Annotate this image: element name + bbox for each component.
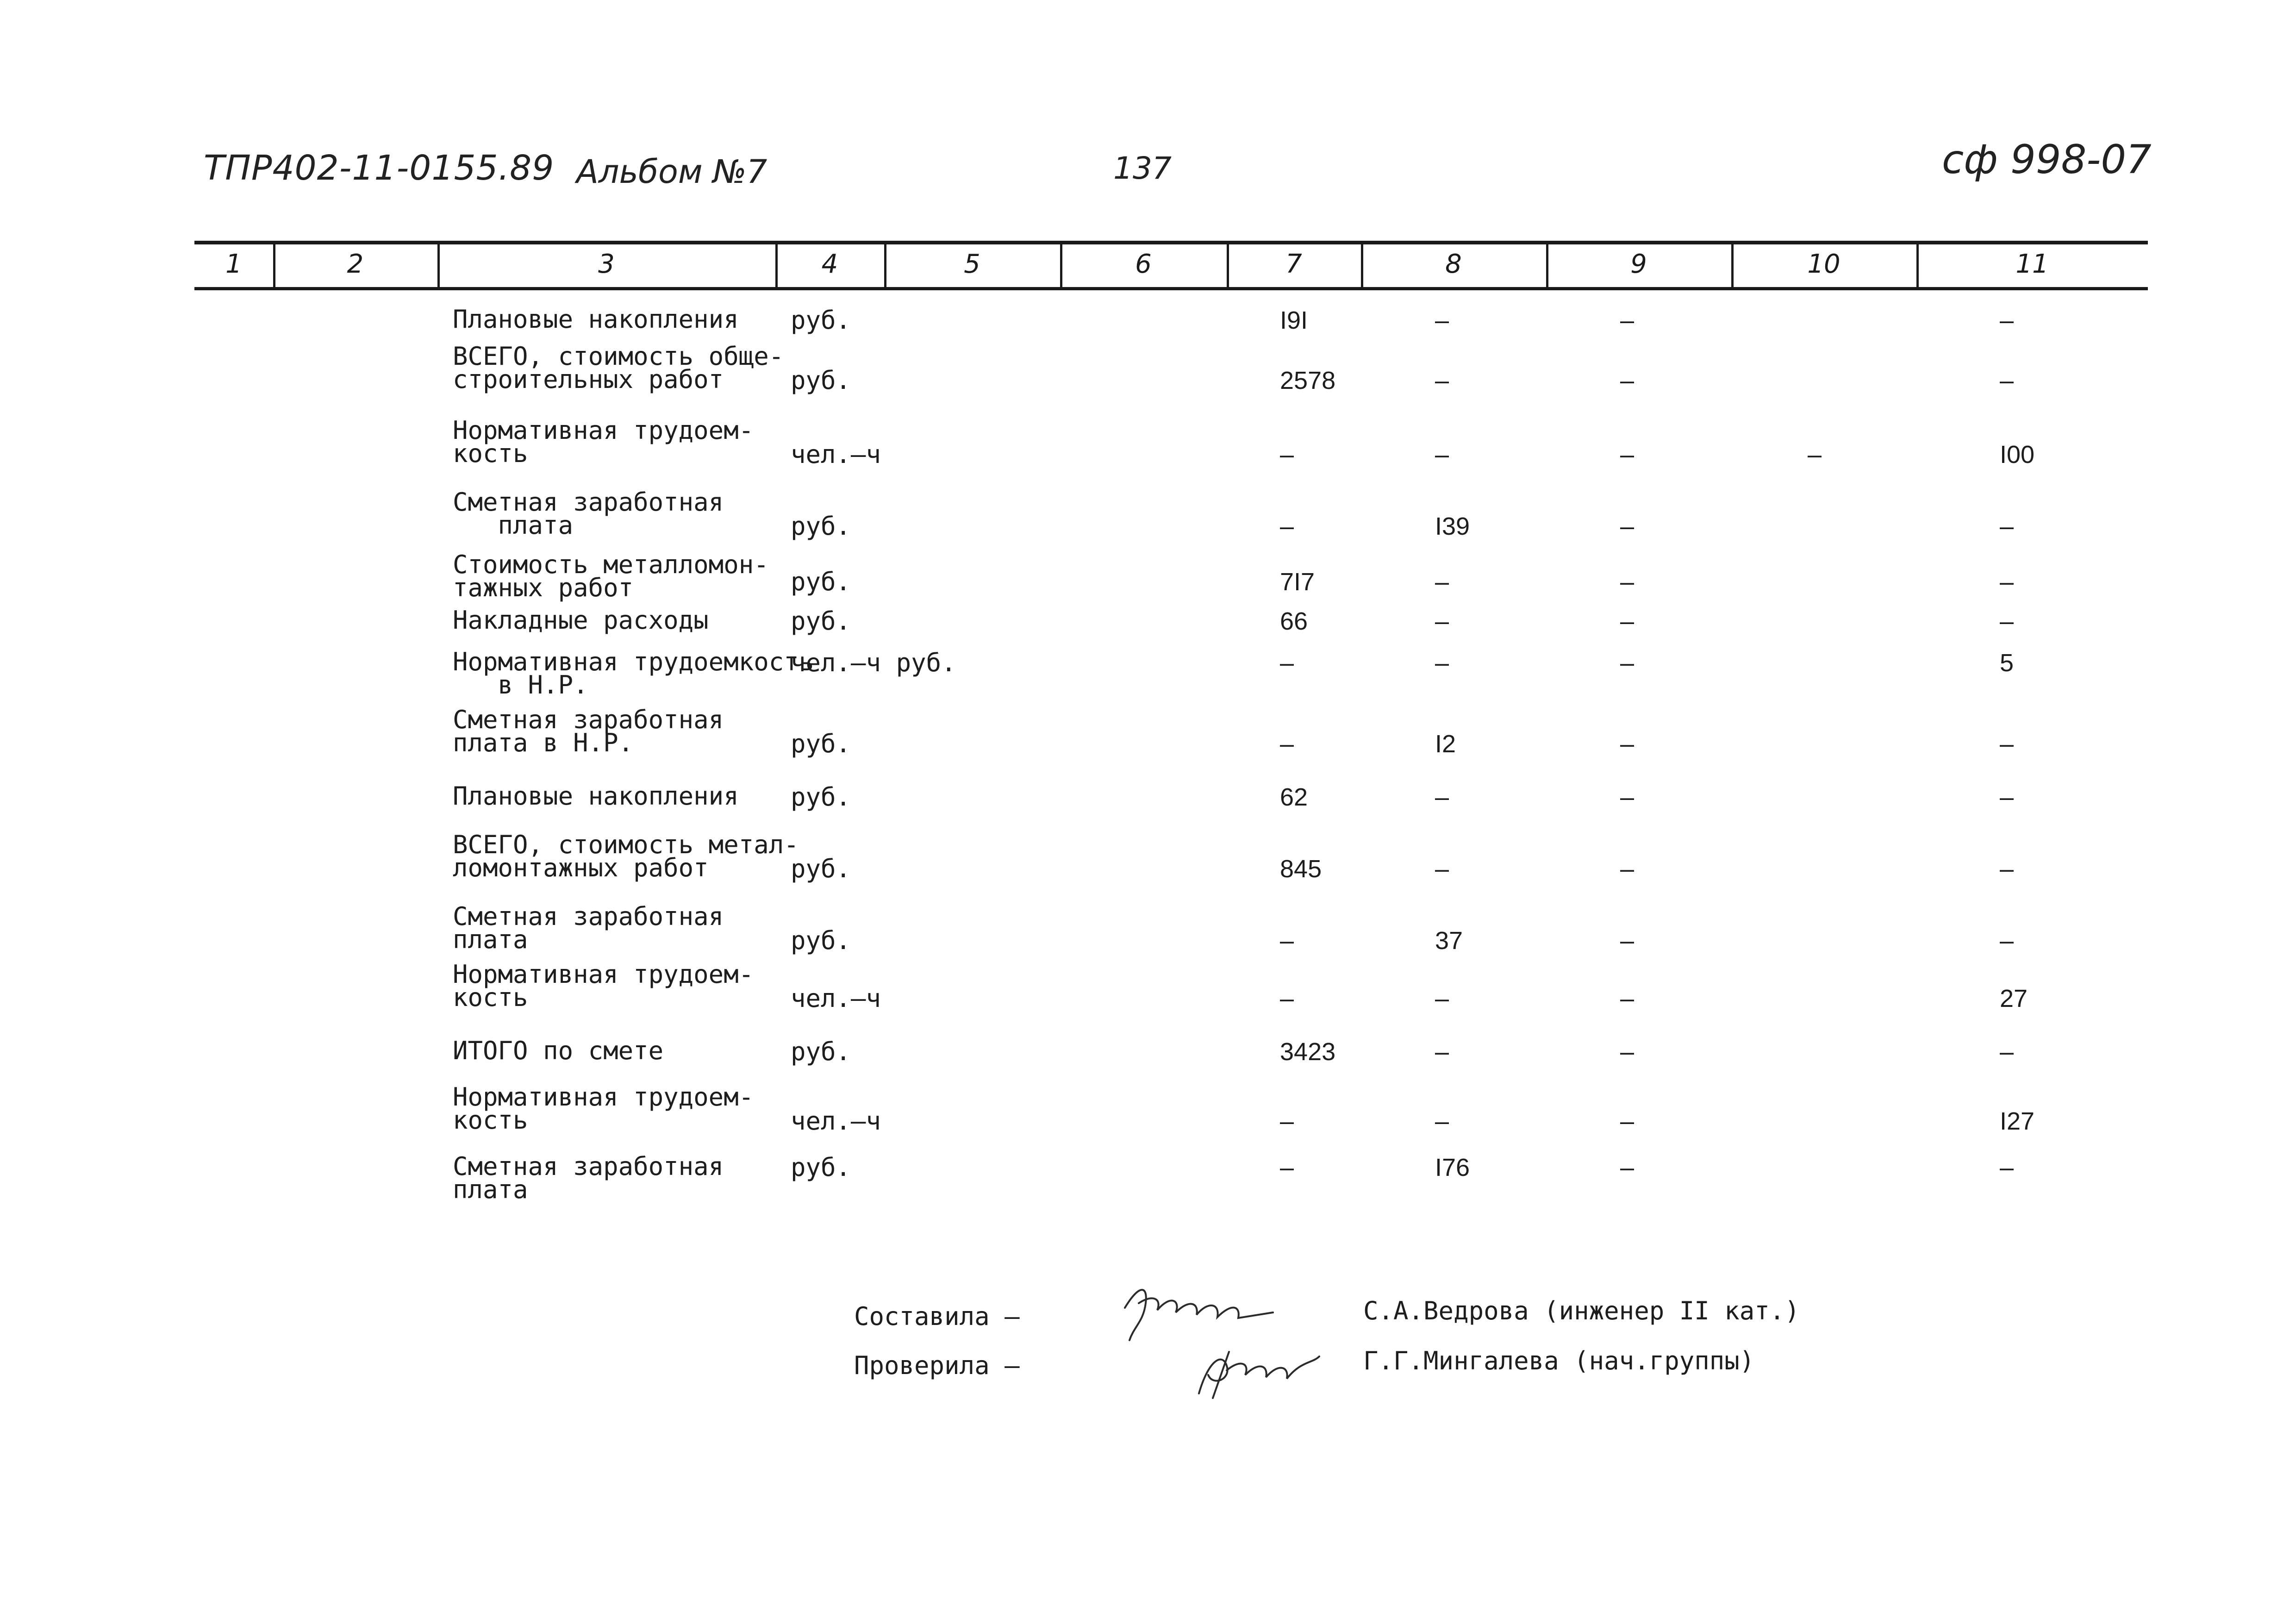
unit-of-measure: чел.–ч xyxy=(791,440,881,469)
unit-of-measure: руб. xyxy=(791,606,851,636)
item-name-line: строительных работ xyxy=(453,365,724,394)
item-name xyxy=(453,705,724,757)
value-column-11: – xyxy=(2000,855,2014,883)
column-number: 3 xyxy=(598,249,615,279)
item-name-line: ВСЕГО, стоимость обще- xyxy=(453,342,784,371)
item-name xyxy=(453,960,754,1012)
value-column-9: – xyxy=(1620,512,1635,540)
value-column-7: 845 xyxy=(1280,855,1322,883)
unit-of-measure: руб. xyxy=(791,567,851,596)
value-column-9: – xyxy=(1620,1154,1635,1181)
item-name xyxy=(453,550,769,602)
value-column-8: – xyxy=(1435,367,1449,394)
item-name-line: Плановые накопления xyxy=(453,305,739,334)
value-column-7: I9I xyxy=(1280,306,1308,334)
item-name-line: Нормативная трудоем- xyxy=(453,960,754,989)
value-column-9: – xyxy=(1620,1107,1635,1135)
value-column-9: – xyxy=(1620,1038,1635,1066)
item-name-line: Нормативная трудоем- xyxy=(453,1082,754,1112)
value-column-7: 62 xyxy=(1280,783,1308,811)
item-name xyxy=(453,1036,664,1065)
item-name xyxy=(453,1082,754,1135)
item-name-line: кость xyxy=(453,439,528,468)
item-name xyxy=(453,902,724,954)
page-number: 137 xyxy=(1113,150,1172,186)
value-column-7: – xyxy=(1280,1154,1294,1181)
header-bottom-rule xyxy=(194,287,2148,290)
item-name-line: кость xyxy=(453,983,528,1012)
item-name xyxy=(453,647,814,700)
value-column-11: – xyxy=(2000,783,2014,811)
value-column-11: I00 xyxy=(2000,441,2035,468)
value-column-11: – xyxy=(2000,306,2014,334)
value-column-11: I27 xyxy=(2000,1107,2035,1135)
sheet-code: сф 998-07 xyxy=(1942,137,2152,183)
item-name-line: в Н.Р. xyxy=(453,670,588,700)
value-column-11: – xyxy=(2000,1154,2014,1181)
unit-of-measure: руб. xyxy=(791,854,851,883)
column-number: 7 xyxy=(1285,249,1302,279)
value-column-8: – xyxy=(1435,306,1449,334)
item-name xyxy=(453,416,754,468)
value-column-9: – xyxy=(1620,306,1635,334)
value-column-8: I39 xyxy=(1435,512,1470,540)
value-column-7: – xyxy=(1280,441,1294,468)
value-column-7: 3423 xyxy=(1280,1038,1336,1066)
item-name-line: ВСЕГО, стоимость метал- xyxy=(453,830,799,859)
value-column-11: – xyxy=(2000,512,2014,540)
item-name xyxy=(453,305,739,334)
value-column-8: – xyxy=(1435,568,1449,596)
item-name-line: тажных работ xyxy=(453,573,634,602)
value-column-8: – xyxy=(1435,649,1449,677)
value-column-7: – xyxy=(1280,512,1294,540)
item-name-line: Сметная заработная xyxy=(453,1152,724,1181)
checked-by-label: Проверила – xyxy=(854,1351,1020,1380)
value-column-7: 2578 xyxy=(1280,367,1336,394)
column-number: 8 xyxy=(1445,249,1462,279)
checker-signature xyxy=(1185,1343,1324,1403)
compiled-by-label: Составила – xyxy=(854,1302,1020,1331)
value-column-9: – xyxy=(1620,607,1635,635)
value-column-11: – xyxy=(2000,730,2014,758)
item-name xyxy=(453,606,709,635)
item-name-line: плата xyxy=(453,511,574,540)
document-code: ТПР402-11-0155.89 xyxy=(204,148,555,188)
item-name xyxy=(453,830,799,882)
value-column-11: – xyxy=(2000,607,2014,635)
value-column-8: – xyxy=(1435,783,1449,811)
value-column-11: – xyxy=(2000,1038,2014,1066)
unit-of-measure: чел.–ч руб. xyxy=(791,648,956,677)
value-column-9: – xyxy=(1620,441,1635,468)
column-number: 10 xyxy=(1807,249,1841,279)
unit-of-measure: руб. xyxy=(791,926,851,955)
item-name-line: ИТОГО по смете xyxy=(453,1036,664,1065)
item-name-line: Стоимость металломон- xyxy=(453,550,769,579)
value-column-9: – xyxy=(1620,783,1635,811)
item-name-line: Нормативная трудоем- xyxy=(453,416,754,445)
column-number: 11 xyxy=(2015,249,2049,279)
value-column-8: – xyxy=(1435,441,1449,468)
column-number: 6 xyxy=(1135,249,1152,279)
value-column-7: – xyxy=(1280,649,1294,677)
value-column-11: – xyxy=(2000,568,2014,596)
unit-of-measure: чел.–ч xyxy=(791,984,881,1013)
column-number: 1 xyxy=(225,249,242,279)
value-column-9: – xyxy=(1620,985,1635,1012)
item-name xyxy=(453,1152,724,1204)
unit-of-measure: руб. xyxy=(791,366,851,395)
value-column-9: – xyxy=(1620,855,1635,883)
item-name xyxy=(453,487,724,540)
value-column-9: – xyxy=(1620,367,1635,394)
value-column-7: – xyxy=(1280,730,1294,758)
value-column-8: – xyxy=(1435,607,1449,635)
column-number: 9 xyxy=(1630,249,1647,279)
item-name-line: Сметная заработная xyxy=(453,902,724,931)
value-column-9: – xyxy=(1620,649,1635,677)
value-column-9: – xyxy=(1620,927,1635,955)
column-number: 5 xyxy=(964,249,980,279)
unit-of-measure: руб. xyxy=(791,1037,851,1066)
compiled-by-name: С.А.Ведрова (инженер II кат.) xyxy=(1363,1296,1800,1325)
item-name-line: плата xyxy=(453,925,528,954)
value-column-10: – xyxy=(1808,441,1822,468)
item-name xyxy=(453,781,739,811)
value-column-8: I2 xyxy=(1435,730,1456,758)
compiler-signature xyxy=(1120,1275,1278,1345)
value-column-7: – xyxy=(1280,985,1294,1012)
item-name-line: кость xyxy=(453,1106,528,1135)
item-name-line: Сметная заработная xyxy=(453,705,724,734)
unit-of-measure: руб. xyxy=(791,782,851,812)
unit-of-measure: руб. xyxy=(791,729,851,758)
header-top-rule xyxy=(194,241,2148,244)
value-column-8: – xyxy=(1435,1038,1449,1066)
value-column-8: I76 xyxy=(1435,1154,1470,1181)
value-column-8: – xyxy=(1435,855,1449,883)
item-name-line: Накладные расходы xyxy=(453,606,709,635)
value-column-11: – xyxy=(2000,927,2014,955)
unit-of-measure: руб. xyxy=(791,1153,851,1182)
value-column-9: – xyxy=(1620,568,1635,596)
value-column-7: 7I7 xyxy=(1280,568,1315,596)
item-name-line: плата xyxy=(453,1175,528,1204)
value-column-8: 37 xyxy=(1435,927,1463,955)
unit-of-measure: руб. xyxy=(791,306,851,335)
value-column-11: 27 xyxy=(2000,985,2028,1012)
item-name-line: ломонтажных работ xyxy=(453,853,709,882)
value-column-7: – xyxy=(1280,1107,1294,1135)
checked-by-name: Г.Г.Мингалева (нач.группы) xyxy=(1363,1346,1755,1375)
column-number: 2 xyxy=(347,249,364,279)
value-column-9: – xyxy=(1620,730,1635,758)
unit-of-measure: чел.–ч xyxy=(791,1106,881,1136)
album-number: Альбом №7 xyxy=(576,153,767,191)
item-name xyxy=(453,342,784,394)
unit-of-measure: руб. xyxy=(791,512,851,541)
item-name-line: Плановые накопления xyxy=(453,781,739,811)
value-column-8: – xyxy=(1435,1107,1449,1135)
item-name-line: Сметная заработная xyxy=(453,487,724,517)
value-column-11: – xyxy=(2000,367,2014,394)
value-column-8: – xyxy=(1435,985,1449,1012)
item-name-line: плата в Н.Р. xyxy=(453,728,634,757)
value-column-7: 66 xyxy=(1280,607,1308,635)
item-name-line: Нормативная трудоемкость xyxy=(453,647,814,676)
value-column-7: – xyxy=(1280,927,1294,955)
value-column-11: 5 xyxy=(2000,649,2014,677)
column-number: 4 xyxy=(821,249,838,279)
